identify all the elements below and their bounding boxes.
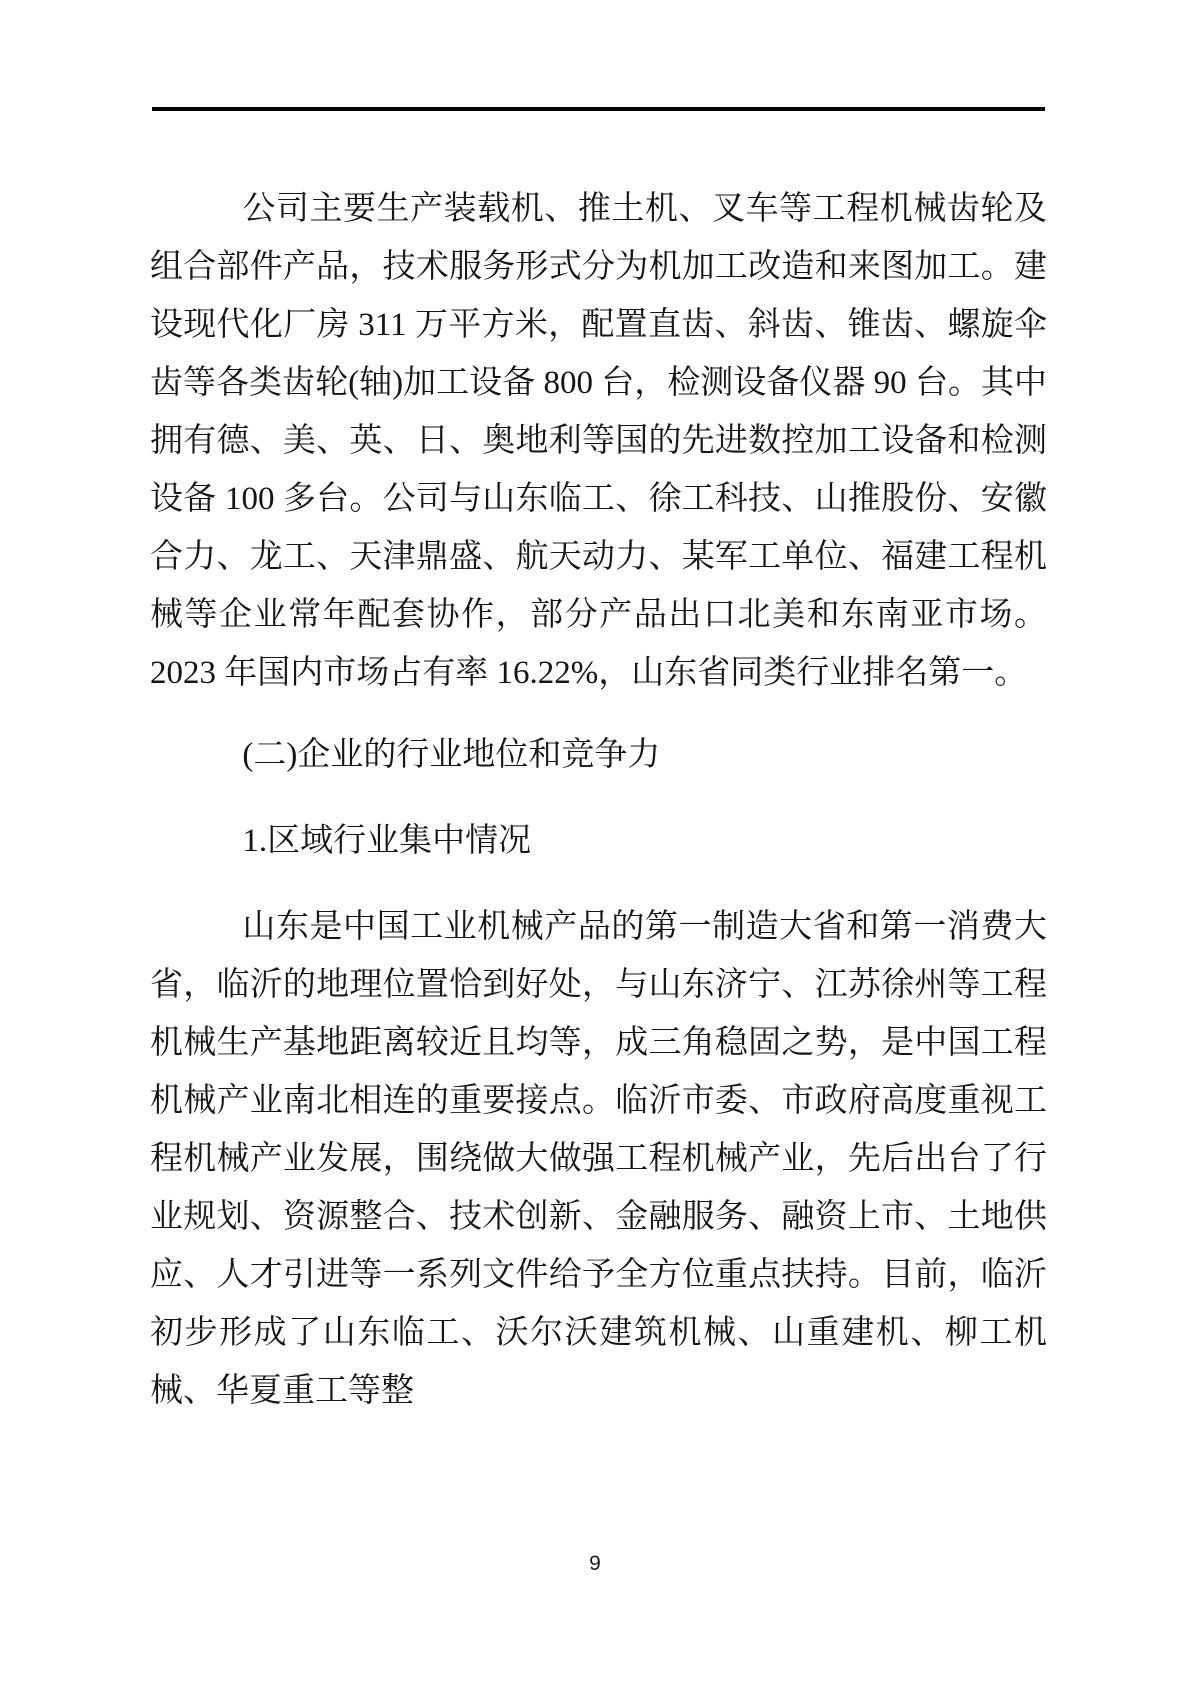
subsection-heading-regional-concentration: 1.区域行业集中情况 (242, 823, 532, 859)
paragraph-company-overview: 公司主要生产装载机、推土机、叉车等工程机械齿轮及组合部件产品，技术服务形式分为机加工改造和来图加工。建设现代化厂房 311 万平方米，配置直齿、斜齿、锥齿、螺旋伞齿等各类齿轮(轴)加工设备 800 台，检测设备仪器 90 台。其中拥有德、美、英、日、奥地利等国的先进数控加工设备和检测设备 100 多台。公司与山东临工、徐工科技、山推股份、安徽合力、龙工、天津鼎盛、航天动力、某军工单位、福建工程机械等企业常年配套协作，部分产品出口北美和东南亚市场。2023 年国内市场占有率 16.22%，山东省同类行业排名第一。 (150, 191, 1047, 691)
page-number: 9 (589, 1552, 601, 1575)
header-divider-line (152, 107, 1045, 111)
section-heading-industry-position: (二)企业的行业地位和竞争力 (242, 737, 661, 773)
page-footer (0, 1552, 1190, 1576)
paragraph-regional-industry: 山东是中国工业机械产品的第一制造大省和第一消费大省，临沂的地理位置恰到好处，与山东济宁、江苏徐州等工程机械生产基地距离较近且均等，成三角稳固之势，是中国工程机械产业南北相连的重要接点。临沂市委、市政府高度重视工程机械产业发展，围绕做大做强工程机械产业，先后出台了行业规划、资源整合、技术创新、金融服务、融资上市、土地供应、人才引进等一系列文件给予全方位重点扶持。目前，临沂初步形成了山东临工、沃尔沃建筑机械、山重建机、柳工机械、华夏重工等整 (150, 909, 1047, 1409)
document-body (150, 180, 1047, 1444)
